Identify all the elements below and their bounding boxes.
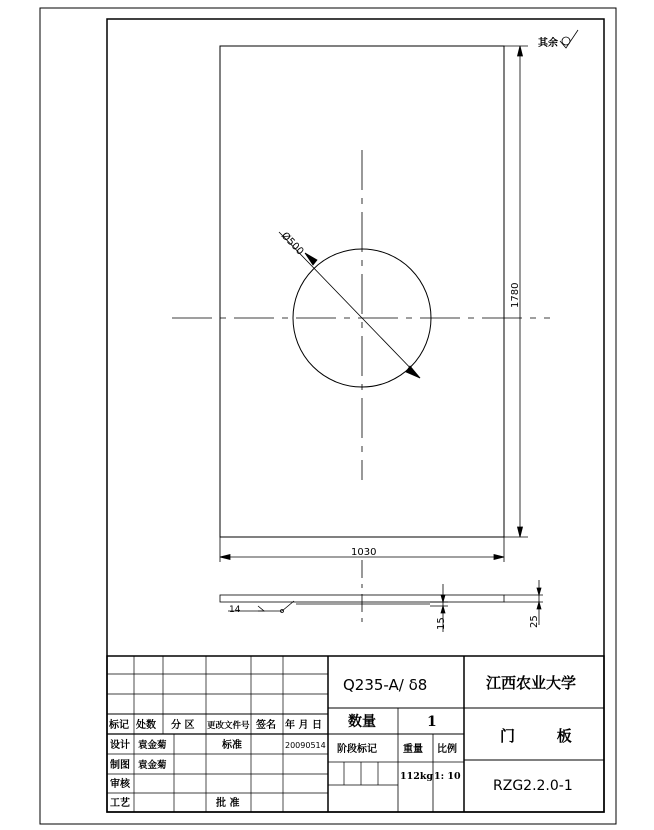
material-spec: Q235-A/ δ8 <box>343 676 428 694</box>
review-label: 审核 <box>110 779 130 790</box>
drawing-number: RZG2.2.0-1 <box>493 778 573 794</box>
weight-label: 重量 <box>403 744 423 755</box>
scale-value: 1: 10 <box>434 771 461 782</box>
design-date: 20090514 <box>285 741 326 750</box>
organization-name: 江西农业大学 <box>486 674 577 692</box>
drafter-name: 袁金菊 <box>138 760 167 771</box>
roughness-symbol-icon <box>560 30 578 48</box>
standard-label: 标准 <box>222 740 242 751</box>
quantity-value: 1 <box>427 714 437 730</box>
process-label: 工艺 <box>110 798 130 809</box>
designer-name: 袁金菊 <box>138 740 167 751</box>
rev-header-docno: 更改文件号 <box>207 721 250 731</box>
rev-header-sign: 签名 <box>256 720 276 731</box>
designer-label: 设计 <box>110 740 130 751</box>
thickness-dim-label: 15 <box>436 617 447 630</box>
rev-header-count: 处数 <box>136 720 156 731</box>
approve-label: 批 准 <box>216 798 240 809</box>
drafter-label: 制图 <box>110 760 130 771</box>
quantity-label: 数量 <box>348 714 376 730</box>
weld-callout-label: 14 <box>229 605 241 615</box>
overall-thick-dim-label: 25 <box>529 615 540 628</box>
part-name: 门 板 <box>500 727 572 745</box>
width-dim-label: 1030 <box>351 547 377 558</box>
stage-mark-label: 阶段标记 <box>337 744 377 755</box>
height-dim-label: 1780 <box>510 282 521 308</box>
rev-header-zone: 分 区 <box>171 720 195 731</box>
rev-header-mark: 标记 <box>109 720 129 731</box>
weight-value: 112kg <box>400 771 434 782</box>
side-view <box>220 595 543 606</box>
roughness-note: 其余 <box>538 38 558 49</box>
rev-header-date: 年 月 日 <box>285 720 322 731</box>
diameter-label: Ø500 <box>278 230 306 258</box>
scale-label: 比例 <box>437 744 457 755</box>
